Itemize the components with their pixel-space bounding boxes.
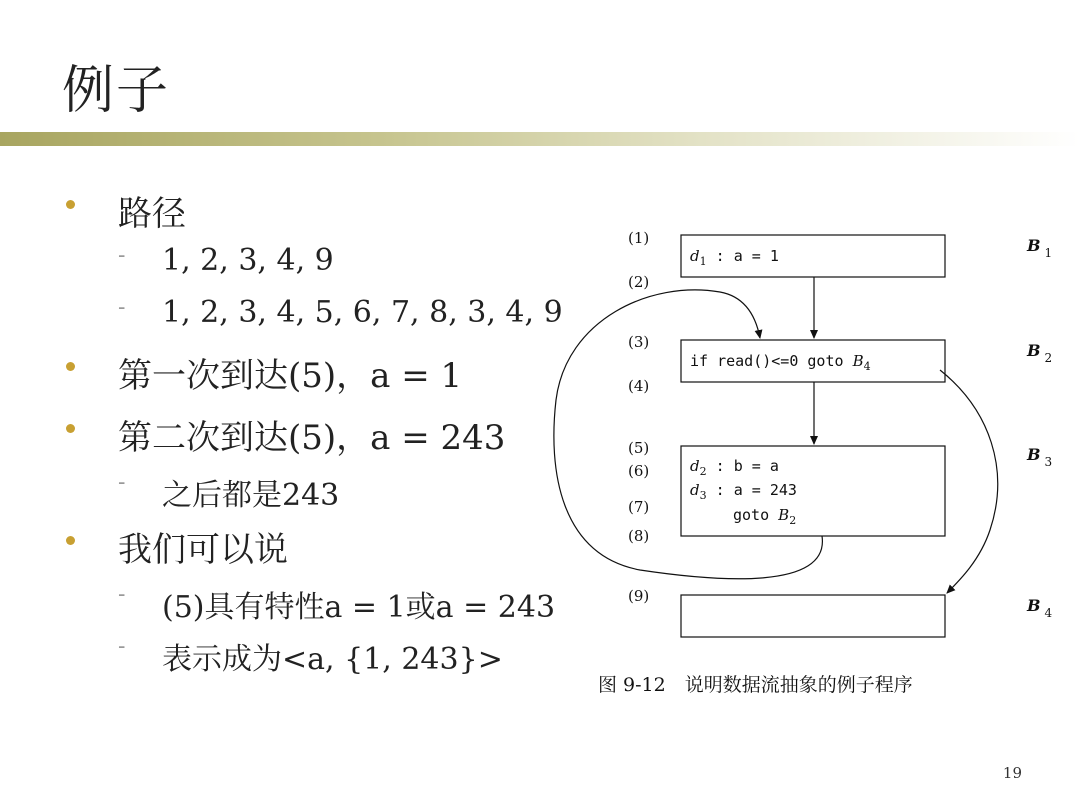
edge-b2-b4 (940, 370, 998, 593)
sub-item-text: (5)具有特性a = 1或a = 243 (162, 590, 556, 625)
line-number-5: (5) (628, 439, 650, 457)
line-number-6: (6) (628, 462, 650, 480)
block-b3-line2: $d_3$ : a = 243 (690, 481, 797, 502)
sub-item-text: 1, 2, 3, 4, 5, 6, 7, 8, 3, 4, 9 (162, 295, 563, 330)
dash-icon: - (118, 295, 126, 320)
sub-item-text: 之后都是243 (162, 478, 340, 513)
line-number-4: (4) (628, 377, 650, 395)
block-b1-code: $d_1$ : a = 1 (690, 247, 779, 268)
slide-title: 例子 (62, 61, 171, 121)
page-number: 19 (1002, 764, 1022, 782)
figure-caption: 图 9-12 说明数据流抽象的例子程序 (598, 674, 913, 696)
block-b2-label: B $_2$ (1027, 341, 1053, 365)
block-b1-label: B $_1$ (1027, 236, 1053, 260)
block-b3-label: B $_3$ (1027, 445, 1053, 469)
line-number-8: (8) (628, 527, 650, 545)
line-number-9: (9) (628, 587, 650, 605)
sub-item-text: 表示成为<a, {1, 243}> (162, 642, 503, 677)
block-b2-code: if read()<=0 goto $B_4$ (690, 352, 871, 373)
line-number-7: (7) (628, 498, 650, 516)
sub-item-text: 1, 2, 3, 4, 9 (162, 243, 334, 278)
bullet-path-label: 路径 (118, 194, 186, 234)
block-b4-box (681, 595, 945, 637)
dash-icon: - (118, 470, 126, 495)
block-b3-line1: $d_2$ : b = a (690, 457, 779, 478)
block-b3-line3: goto $B_2$ (733, 506, 797, 527)
line-number-1: (1) (628, 229, 650, 247)
dash-icon: - (118, 634, 126, 659)
block-b4-label: B $_4$ (1027, 596, 1053, 620)
bullet-second-label: 第二次到达(5)，a = 243 (118, 418, 506, 458)
line-number-2: (2) (628, 273, 650, 291)
dash-icon: - (118, 582, 126, 607)
dash-icon: - (118, 243, 126, 268)
bullet-first-label: 第一次到达(5)，a = 1 (118, 356, 463, 396)
line-number-3: (3) (628, 333, 650, 351)
bullet-say-label: 我们可以说 (118, 530, 288, 570)
